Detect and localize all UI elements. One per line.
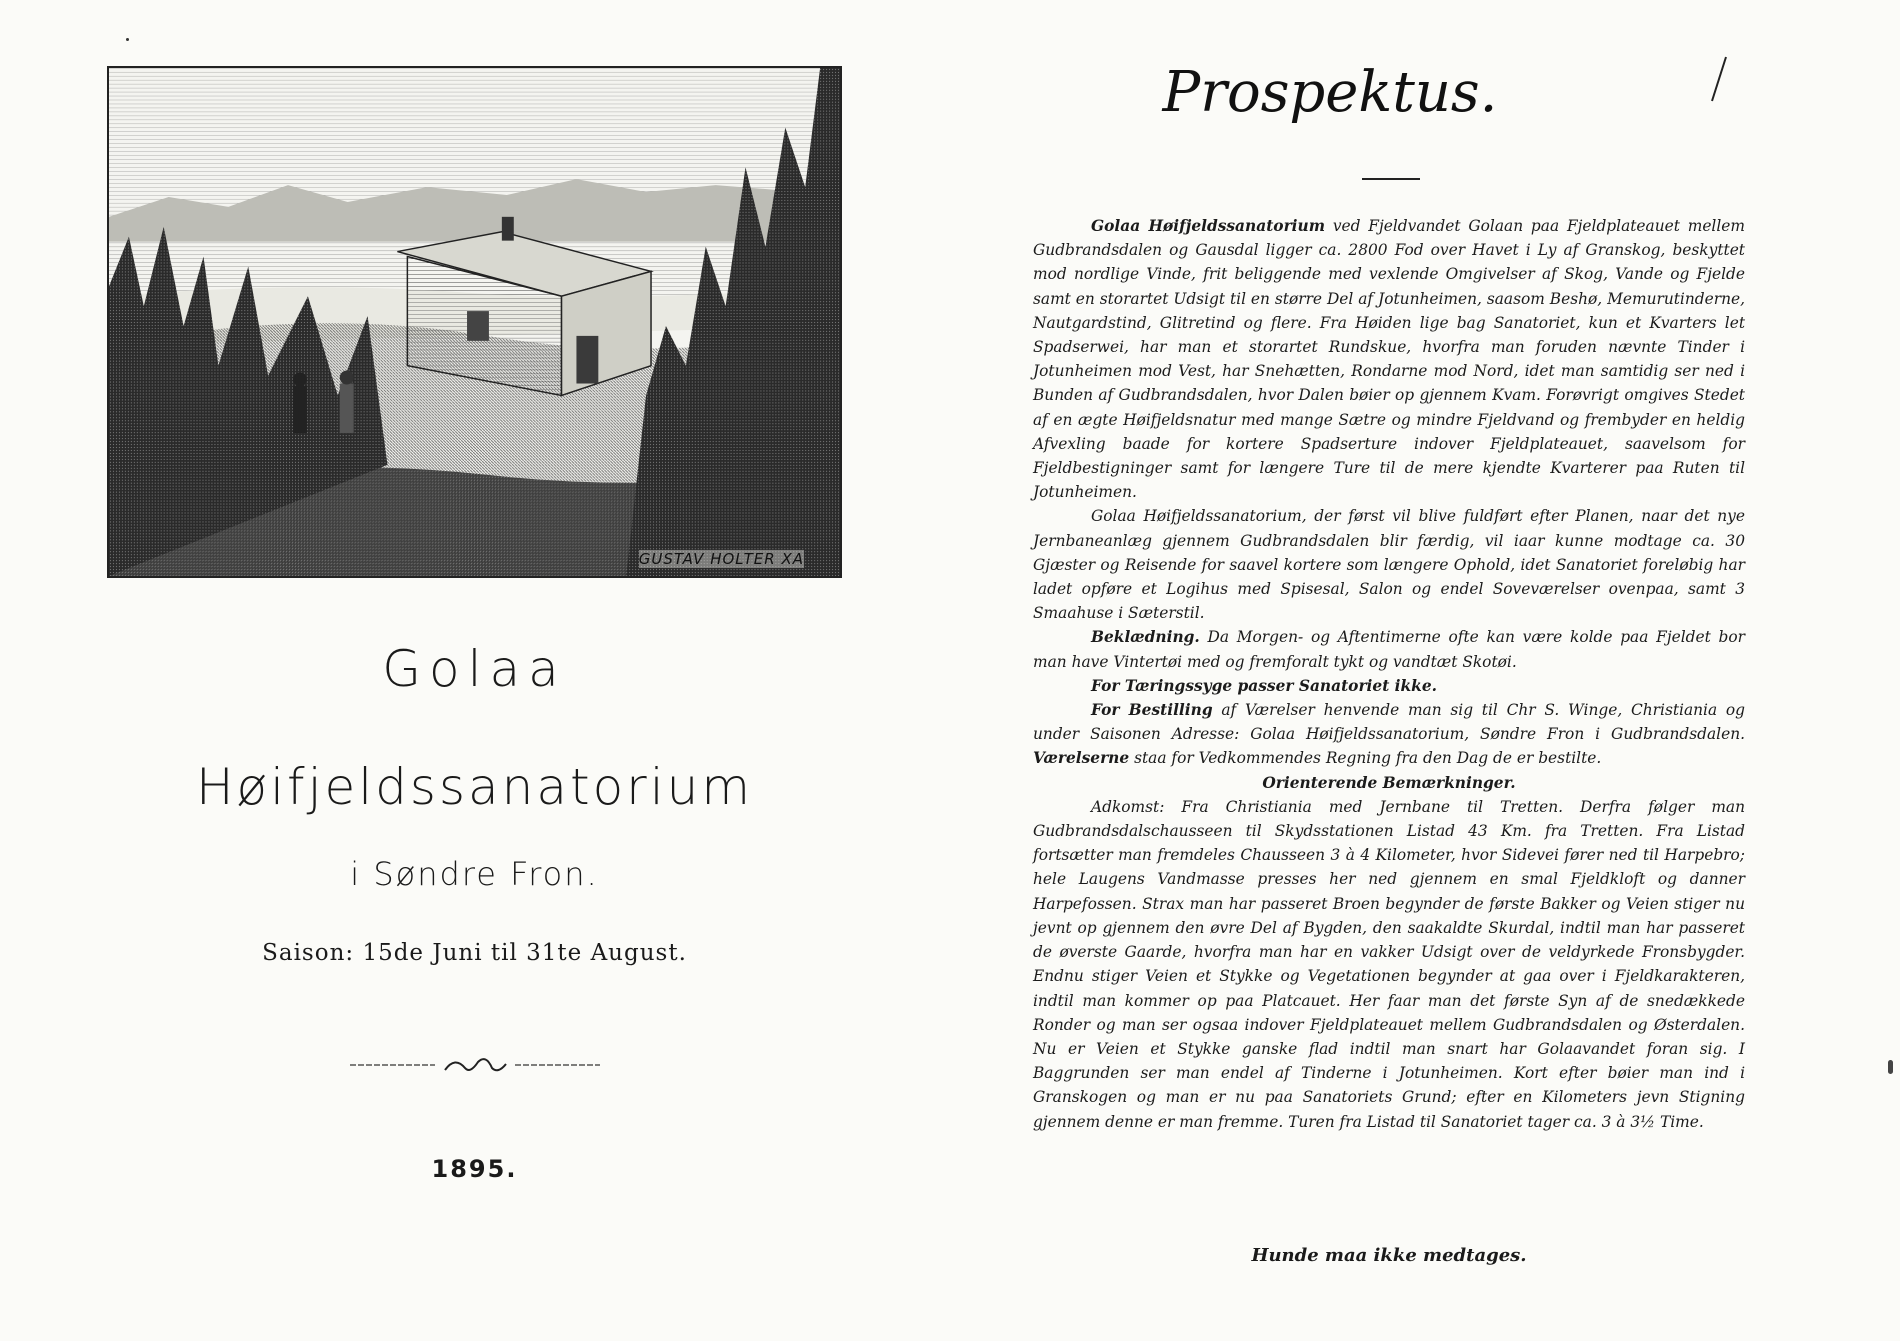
engraver-signature: GUSTAV HOLTER XA bbox=[638, 550, 804, 568]
heading-rule bbox=[1362, 178, 1420, 180]
prospectus-body bbox=[1033, 214, 1745, 1134]
paragraph-text: staa for Vedkommendes Regning fra den Dag de er bestilte. bbox=[1129, 749, 1602, 768]
year: 1895. bbox=[431, 1155, 518, 1183]
pen-mark bbox=[1708, 55, 1728, 105]
paragraph-text: Da Morgen- og Aftentimerne ofte kan være kolde paa Fjeldet bor man have Vintertøi med og fremforalt tykt og vandtæt Skotøi. bbox=[1033, 628, 1745, 671]
title-location: i Søndre Fron. bbox=[350, 855, 599, 893]
bold-name: Golaa Høifjeldssanatorium bbox=[1091, 217, 1325, 235]
paragraph-text: ved Fjeldvandet Golaan paa Fjeldplateauet mellem Gudbrandsdalen og Gausdal ligger ca. 2800 Fod over Havet i Ly af Granskog, beskyttet mod nordlige Vinde, frit beliggende med vexlende Omgivelser af Skog, Vande og Fjelde samt en storartet Udsigt til en større Del af Jotunheimen, saasom Beshø, Memurutinderne, Nautgardstind, Glitretind og flere. Fra Høiden lige bag Sanatoriet, kun et Kvarters let Spadserwei, har man et storartet Rundskue, hvorfra man foruden nævnte Tinder i Jotunheimen mod Vest, har Snehætten, Rondarne mod Nord, idet man samtidig ser ned i Bunden af Gudbrandsdalen, hvor Dalen bøier op gjennem Kvam. Forøvrigt omgives Stedet af en ægte Høifjeldsnatur med mange Sætre og mindre Fjeldvand og frembyder en heldig Afvexling baade for kortere Spadserture indover Fjeldplateauet, saavelsom for Fjeldbestigninger samt for længere Ture til de mere kjendte Kvarterer paa Ruten til Jotunheimen. bbox=[1033, 217, 1745, 502]
paragraph-tuberculosis bbox=[1033, 674, 1745, 698]
bold-rooms: Værelserne bbox=[1033, 749, 1130, 768]
paragraph-access: Adkomst: Fra Christiania med Jernbane til Tretten. Derfra følger man Gudbrandsdalschausseen til Skydsstationen Listad 43 Km. fra Tretten. Fra Listad fortsætter man fremdeles Chausseen 3 à 4 Kilometer, hvor Sidevei fører ned til Harpebro; hele Laugens Vandmasse presses her ned gjennem en smal Fjeldkloft og danner Harpefossen. Strax man har passeret Broen begynder de første Bakker og Veien stiger nu jevnt op gjennem den øvre Del af Bygden, den saakaldte Skurdal, indtil man har passeret de øverste Gaarde, hvorfra man har en vakker Udsigt over de veldyrkede Fronsbygder. Endnu stiger Veien et Stykke og Vegetationen begynder at gaa over i Fjeldkarakteren, indtil man kommer op paa Platcauet. Her faar man det første Syn af de snedækkede Ronder og man ser ogsaa indover Fjeldplateauet mellem Gudbrandsdalen og Østerdalen. Nu er Veien et Stykke ganske flad indtil man snart har Golaavandet foran sig. I Baggrunden ser man endel af Tinderne i Jotunheimen. Kort efter bøier man ind i Granskogen og man er nu paa Sanatoriets Grund; efter en Kilometers jevn Stigning gjennem denne er man fremme. Turen fra Listad til Sanatoriet tager ca. 3 à 3½ Time. bbox=[1033, 797, 1745, 1131]
prospektus-heading: Prospektus. bbox=[1162, 60, 1498, 125]
title-sanatorium: Høifjeldssanatorium bbox=[195, 758, 754, 816]
closing-note: Hunde maa ikke medtages. bbox=[1251, 1245, 1527, 1266]
bold-booking: For Bestilling bbox=[1091, 701, 1213, 720]
speck bbox=[1888, 1060, 1893, 1074]
paragraph-text: af Værelser henvende man sig til Chr S. Winge, Christiania og under Saisonen Adresse: Golaa Høifjeldssanatorium, Søndre Fron i Gudbrandsdalen. bbox=[1033, 701, 1746, 744]
paragraph-capacity: Golaa Høifjeldssanatorium, der først vil blive fuldført efter Planen, naar det nye Jernbaneanlæg gjennem Gudbrandsdalen blir færdig, vil iaar kunne modtage ca. 30 Gjæster og Reisende for saavel kortere som længere Ophold, idet Sanatoriet foreløbig har ladet opføre et Logihus med Spisesal, Salon og endel Soveværelser ovenpaa, samt 3 Smaahuse i Sæterstil. bbox=[1033, 507, 1745, 623]
title-golaa: Golaa bbox=[382, 640, 567, 698]
paragraph-booking bbox=[1033, 698, 1745, 771]
paragraph-location bbox=[1033, 214, 1745, 504]
bold-clothing: Beklædning. bbox=[1091, 628, 1200, 647]
sanatorium-engraving-image bbox=[109, 68, 840, 576]
season-dates: Saison: 15de Juni til 31te August. bbox=[262, 940, 687, 966]
bold-tuberculosis: For Tæringssyge passer Sanatoriet ikke. bbox=[1091, 676, 1437, 695]
subheading-remarks: Orienterende Bemærkninger. bbox=[1262, 773, 1516, 792]
paragraph-clothing bbox=[1033, 625, 1745, 673]
engraving-illustration bbox=[107, 66, 842, 578]
speck bbox=[126, 38, 129, 41]
ornament-divider bbox=[350, 1052, 600, 1078]
